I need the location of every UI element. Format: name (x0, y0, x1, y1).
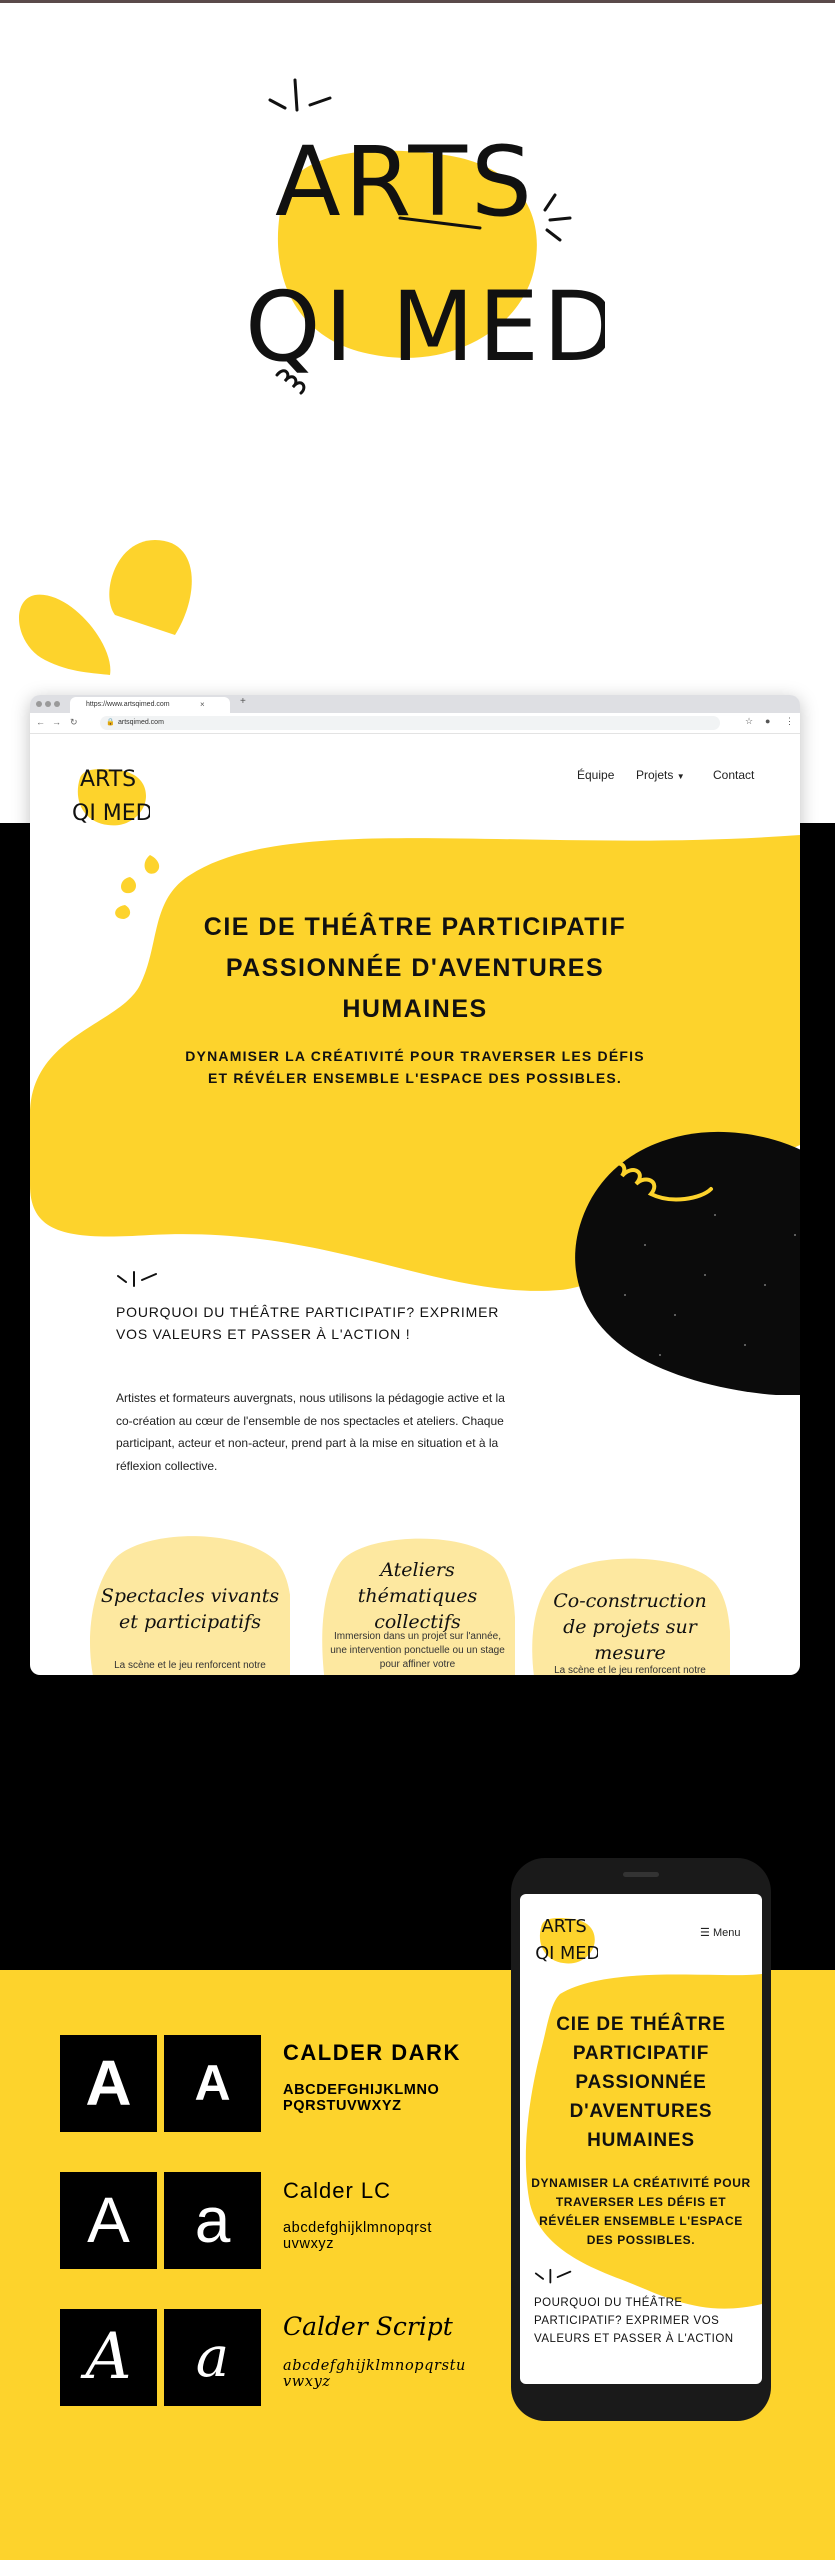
hero-title: CIE DE THÉÂTRE PARTICIPATIF PASSIONNÉE D'AVENTURES HUMAINES (203, 913, 627, 1023)
font-name: Calder Script (283, 2312, 453, 2341)
phone-speaker (623, 1872, 659, 1877)
mobile-hero-subtitle: DYNAMISER LA CRÉATIVITÉ POUR TRAVERSER LES DÉFIS ET RÉVÉLER ENSEMBLE L'ESPACE DES POSSIBLES. (531, 2176, 751, 2247)
logo-line-2: QI MED (245, 271, 605, 383)
mobile-menu-label: Menu (712, 1927, 741, 1939)
mobile-hero-title: CIE DE THÉÂTRE PARTICIPATIF PASSIONNÉE D'AVENTURES HUMAINES (556, 2014, 726, 2151)
phone-screen (520, 1894, 762, 2384)
card-text: La scène et le jeu renforcent notre (554, 1665, 706, 1675)
mobile-logo[interactable] (532, 1902, 598, 1968)
font-tile-lower (164, 2309, 261, 2406)
font-name: CALDER DARK (283, 2040, 461, 2065)
mobile-menu-button[interactable] (700, 1926, 740, 1939)
card-text: La scène et le jeu renforcent notre (114, 1660, 266, 1671)
drops-decoration (15, 535, 215, 685)
window-dot[interactable] (45, 701, 51, 707)
hamburger-icon: ☰ (700, 1927, 710, 1939)
tab-bar (30, 695, 800, 713)
starry-blob (565, 1125, 800, 1395)
nav-contact[interactable]: Contact (713, 768, 755, 782)
glyph-upper: A (85, 2320, 132, 2394)
logo-line-1: ARTS (80, 767, 137, 792)
account-icon[interactable]: ● (765, 716, 771, 726)
glyph-upper: A (85, 2047, 132, 2119)
address-bar-row (30, 713, 800, 734)
logo-line-1: ARTS (541, 1916, 587, 1937)
spark-icon (116, 1270, 160, 1292)
card-title: Ateliers thématiques collectifs (357, 1559, 478, 1633)
font-sample: ABCDEFGHIJKLMNO PQRSTUVWXYZ (283, 2082, 440, 2114)
font-tile-lower (164, 2172, 261, 2269)
font-name: Calder LC (283, 2178, 392, 2203)
window-dot[interactable] (36, 701, 42, 707)
card-text: Immersion dans un projet sur l'année, une intervention ponctuelle ou un stage pour affiner votre (330, 1631, 505, 1670)
brand-logo (225, 70, 605, 430)
logo-line-2: QI MED (72, 801, 150, 826)
url-text: artsqimed.com (118, 719, 164, 726)
logo-line-2: QI MED (535, 1944, 598, 1965)
nav-projets-label: Projets (636, 768, 674, 782)
chevron-down-icon: ▼ (676, 772, 685, 781)
nav-projets[interactable] (636, 768, 685, 782)
phone-mockup (511, 1858, 771, 2421)
browser-tab[interactable] (70, 697, 230, 713)
lock-icon: 🔒 (106, 719, 115, 726)
card-title: Co-construction de projets sur mesure (553, 1590, 707, 1664)
close-icon[interactable]: × (200, 700, 205, 709)
glyph-upper: A (87, 2184, 130, 2256)
why-body: Artistes et formateurs auvergnats, nous utilisons la pédagogie active et la co-création au cœur de l'ensemble de nos spectacles et ateliers. Chaque participant, acteur et non-acteur, prend part à la mise en situation et à la réflexion collective. (116, 1391, 505, 1473)
tab-title: https://www.artsqimed.com (86, 701, 170, 708)
mobile-why-title: POURQUOI DU THÉÂTRE PARTICIPATIF? EXPRIMER VOS VALEURS ET PASSER À L'ACTION (534, 2297, 734, 2345)
kebab-menu-icon[interactable]: ⋮ (785, 716, 794, 726)
font-tile-upper (60, 2035, 157, 2132)
font-tile-upper (60, 2309, 157, 2406)
new-tab-button[interactable]: + (240, 696, 246, 707)
logo-line-1: ARTS (275, 126, 536, 238)
font-sample: abcdefghijklmnopqrst uvwxyz (283, 2220, 433, 2252)
site-logo[interactable] (68, 750, 150, 830)
card-title: Spectacles vivants et participatifs (100, 1585, 280, 1633)
reload-icon[interactable]: ↻ (70, 717, 78, 727)
forward-arrow-icon[interactable]: → (52, 717, 61, 727)
star-icon[interactable]: ☆ (745, 716, 754, 726)
top-border (0, 0, 835, 3)
hero-subtitle: DYNAMISER LA CRÉATIVITÉ POUR TRAVERSER LES DÉFIS ET RÉVÉLER ENSEMBLE L'ESPACE DES POSSIBLES. (185, 1048, 645, 1086)
glyph-lower: A (194, 2055, 231, 2111)
font-sample: abcdefghijklmnopqrstu vwxyz (283, 2358, 466, 2390)
spark-icon (534, 2268, 574, 2288)
glyph-lower: a (195, 2325, 230, 2390)
why-title: POURQUOI DU THÉÂTRE PARTICIPATIF? EXPRIMER VOS VALEURS ET PASSER À L'ACTION ! (116, 1304, 500, 1342)
nav-equipe[interactable]: Équipe (577, 768, 615, 782)
font-tile-upper (60, 2172, 157, 2269)
url-field[interactable] (100, 716, 720, 730)
glyph-lower: a (194, 2184, 231, 2256)
font-tile-lower (164, 2035, 261, 2132)
window-dot[interactable] (54, 701, 60, 707)
browser-window (30, 695, 800, 1675)
back-arrow-icon[interactable]: ← (36, 717, 45, 727)
